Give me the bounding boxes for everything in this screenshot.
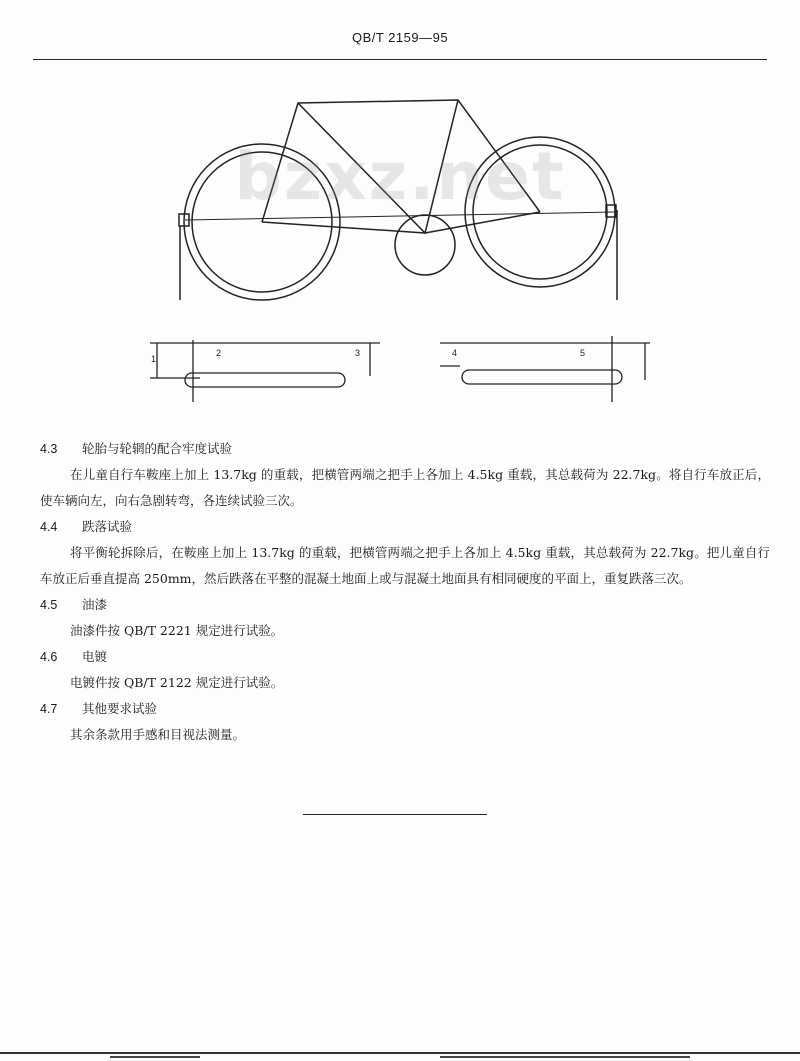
section-body: 在儿童自行车鞍座上加上 13.7kg 的重载，把横管两端之把手上各加上 4.5kg 重载，其总载荷为 22.7kg。将自行车放正后，使车辆向左，向右急剧转弯，各连续试验三次。 <box>40 467 770 508</box>
end-rule <box>303 814 487 815</box>
document-body <box>40 436 770 748</box>
section-4-5 <box>40 592 770 644</box>
header-rule <box>33 59 767 60</box>
watermark-text: bzxz.net <box>234 138 566 215</box>
section-heading <box>40 592 770 618</box>
section-4-4 <box>40 514 770 592</box>
dim-label-3: 3 <box>355 348 361 358</box>
section-4-7 <box>40 696 770 748</box>
section-body: 油漆件按 QB/T 2221 规定进行试验。 <box>70 623 284 638</box>
dim-label-1: 1 <box>151 354 157 364</box>
left-wheel-profile <box>185 373 345 387</box>
section-number: 4.7 <box>40 702 58 716</box>
section-heading <box>40 696 770 722</box>
section-number: 4.5 <box>40 598 58 612</box>
section-number: 4.4 <box>40 520 58 534</box>
section-title: 油漆 <box>82 597 108 612</box>
section-4-6 <box>40 644 770 696</box>
section-body: 将平衡轮拆除后，在鞍座上加上 13.7kg 的重载，把横管两端之把手上各加上 4.5kg 重载，其总载荷为 22.7kg。把儿童自行车放正后垂直提高 250mm，然后跌落在平整的混凝土地面上或与混凝土地面具有相同硬度的平面上，重复跌落三次。 <box>40 545 771 586</box>
dim-label-5: 5 <box>580 348 586 358</box>
section-body: 电镀件按 QB/T 2122 规定进行试验。 <box>70 675 284 690</box>
section-heading <box>40 514 770 540</box>
section-number: 4.3 <box>40 442 58 456</box>
section-number: 4.6 <box>40 650 58 664</box>
page-header <box>33 30 767 60</box>
dim-label-2: 2 <box>216 348 222 358</box>
section-heading <box>40 436 770 462</box>
dim-label-4: 4 <box>452 348 458 358</box>
standard-code: QB/T 2159—95 <box>351 30 449 45</box>
crank-circle <box>395 215 455 275</box>
section-body: 其余条款用手感和目视法测量。 <box>70 727 246 742</box>
section-title: 跌落试验 <box>82 519 133 534</box>
footer-marks <box>0 1053 800 1061</box>
right-wheel-profile <box>462 370 622 384</box>
section-title: 轮胎与轮辋的配合牢度试验 <box>82 441 233 456</box>
section-heading <box>40 644 770 670</box>
section-title: 其他要求试验 <box>82 701 158 716</box>
section-title: 电镀 <box>82 649 108 664</box>
section-4-3 <box>40 436 770 514</box>
